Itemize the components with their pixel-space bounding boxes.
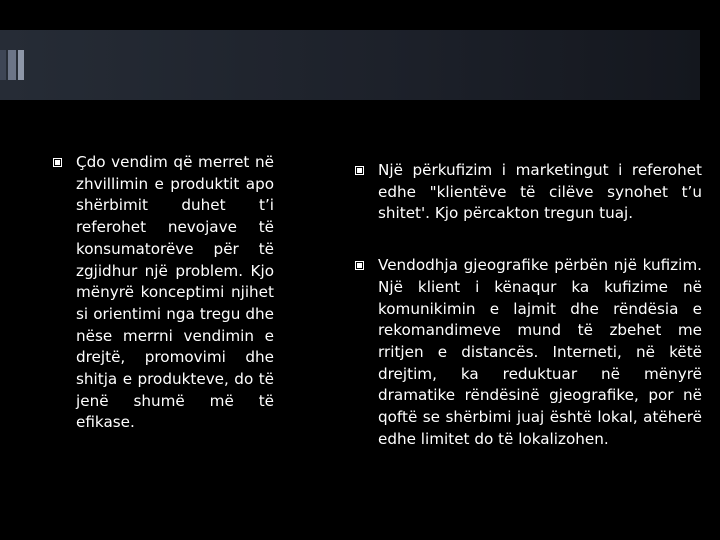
bullet-text: Një përkufizim i marketingut i referohet edhe "klientëve të cilëve synohet t’u shitet'. Kjo përcakton tregun tuaj. (378, 161, 702, 223)
right-column (354, 160, 702, 450)
square-bullet-icon (54, 159, 61, 166)
bullet-text: Çdo vendim që merret në zhvillimin e produktit apo shërbimit duhet t’i referohet nevojave të konsumatorëve për të zgjidhur një problem. Kjo mënyrë konceptimi njihet si orientimi nga tregu dhe nëse merrni vendimin e drejtë, promovimi dhe shitja e produkteve, do të jenë shumë më të efikase. (76, 153, 274, 432)
square-bullet-icon (356, 167, 363, 174)
decorative-bars-icon (0, 48, 26, 84)
bullet-item (52, 152, 274, 434)
header-band (0, 30, 700, 100)
bullet-item (354, 255, 702, 450)
square-bullet-icon (356, 262, 363, 269)
bullet-text: Vendodhja gjeografike përbën një kufizim. Një klient i kënaqur ka kufizime në komunikimin e lajmit dhe rëndësia e rekomandimeve mund të zbehet me rritjen e distancës. Interneti, në këtë drejtim, ka reduktuar në mënyrë dramatike rëndësinë gjeografike, por në qoftë se shërbimi juaj është lokal, atëherë edhe limitet do të lokalizohen. (378, 256, 702, 448)
left-column (52, 152, 274, 434)
bullet-item (354, 160, 702, 225)
